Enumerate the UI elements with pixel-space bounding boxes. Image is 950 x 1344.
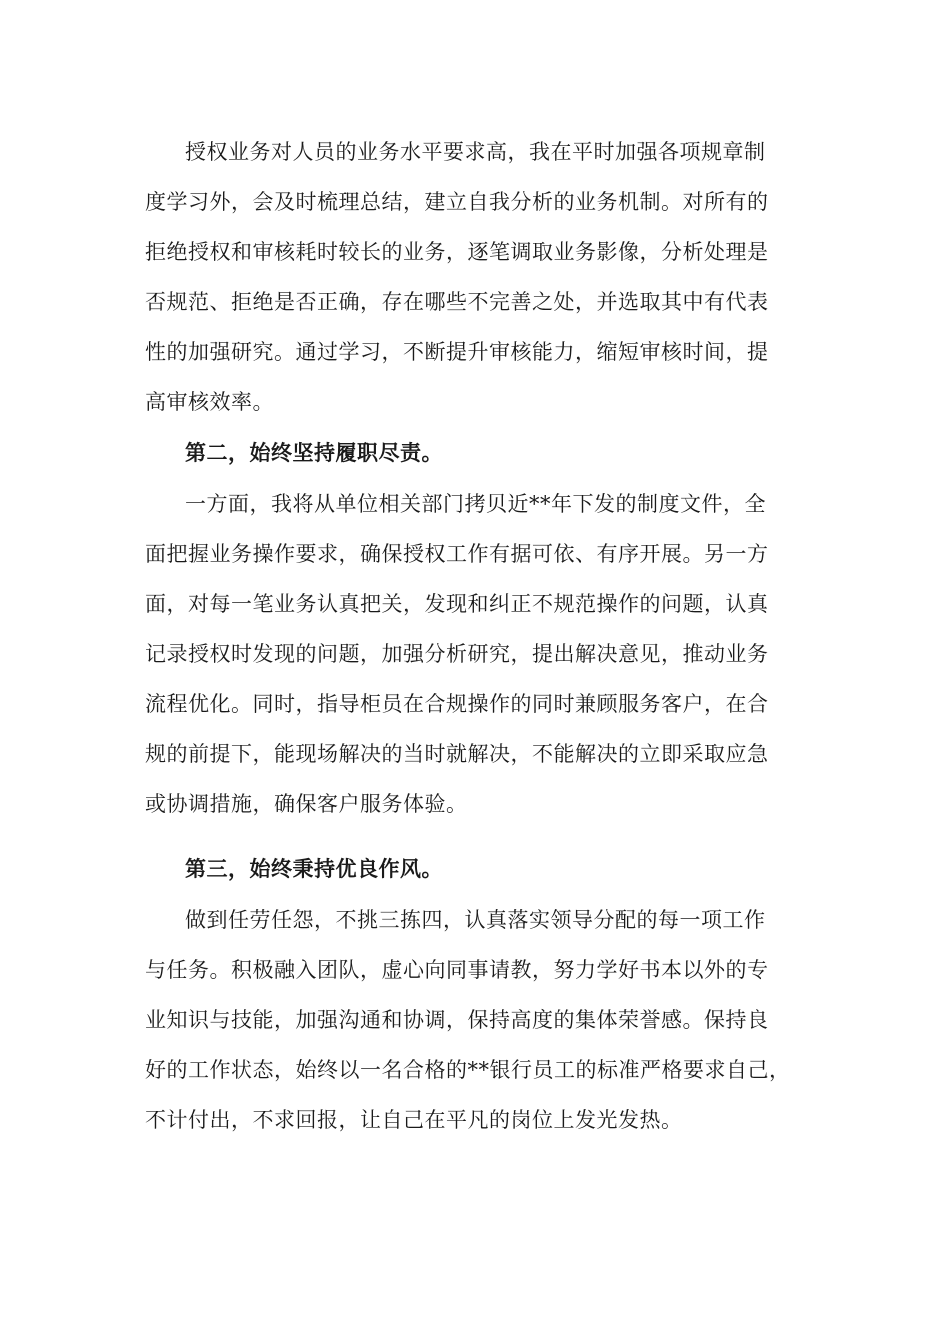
paragraph-line: 业知识与技能，加强沟通和协调，保持高度的集体荣誉感。保持良: [145, 1008, 769, 1032]
paragraph-line: 授权业务对人员的业务水平要求高，我在平时加强各项规章制: [185, 140, 766, 164]
paragraph-line: 否规范、拒绝是否正确，存在哪些不完善之处，并选取其中有代表: [145, 290, 769, 314]
section-heading: 第二，始终坚持履职尽责。: [185, 440, 443, 465]
paragraph-line: 流程优化。同时，指导柜员在合规操作的同时兼顾服务客户，在合: [145, 692, 769, 716]
paragraph-line: 规的前提下，能现场解决的当时就解决，不能解决的立即采取应急: [145, 742, 769, 766]
paragraph-line: 拒绝授权和审核耗时较长的业务，逐笔调取业务影像，分析处理是: [145, 240, 769, 264]
paragraph-line: 与任务。积极融入团队，虚心向同事请教，努力学好书本以外的专: [145, 958, 769, 982]
paragraph-line: 面把握业务操作要求，确保授权工作有据可依、有序开展。另一方: [145, 542, 769, 566]
paragraph-line: 一方面，我将从单位相关部门拷贝近**年下发的制度文件，全: [185, 492, 766, 516]
paragraph-line: 做到任劳任怨，不挑三拣四，认真落实领导分配的每一项工作: [185, 908, 766, 932]
section-heading: 第三，始终秉持优良作风。: [185, 856, 443, 881]
paragraph-line: 不计付出，不求回报，让自己在平凡的岗位上发光发热。: [145, 1108, 683, 1132]
paragraph-line: 好的工作状态，始终以一名合格的**银行员工的标准严格要求自己，: [145, 1058, 791, 1082]
paragraph-line: 性的加强研究。通过学习，不断提升审核能力，缩短审核时间，提: [145, 340, 769, 364]
paragraph-line: 记录授权时发现的问题，加强分析研究，提出解决意见，推动业务: [145, 642, 769, 666]
paragraph-line: 面，对每一笔业务认真把关，发现和纠正不规范操作的问题，认真: [145, 592, 769, 616]
paragraph-line: 度学习外，会及时梳理总结，建立自我分析的业务机制。对所有的: [145, 190, 769, 214]
paragraph-line: 或协调措施，确保客户服务体验。: [145, 792, 468, 816]
paragraph-line: 高审核效率。: [145, 390, 274, 414]
